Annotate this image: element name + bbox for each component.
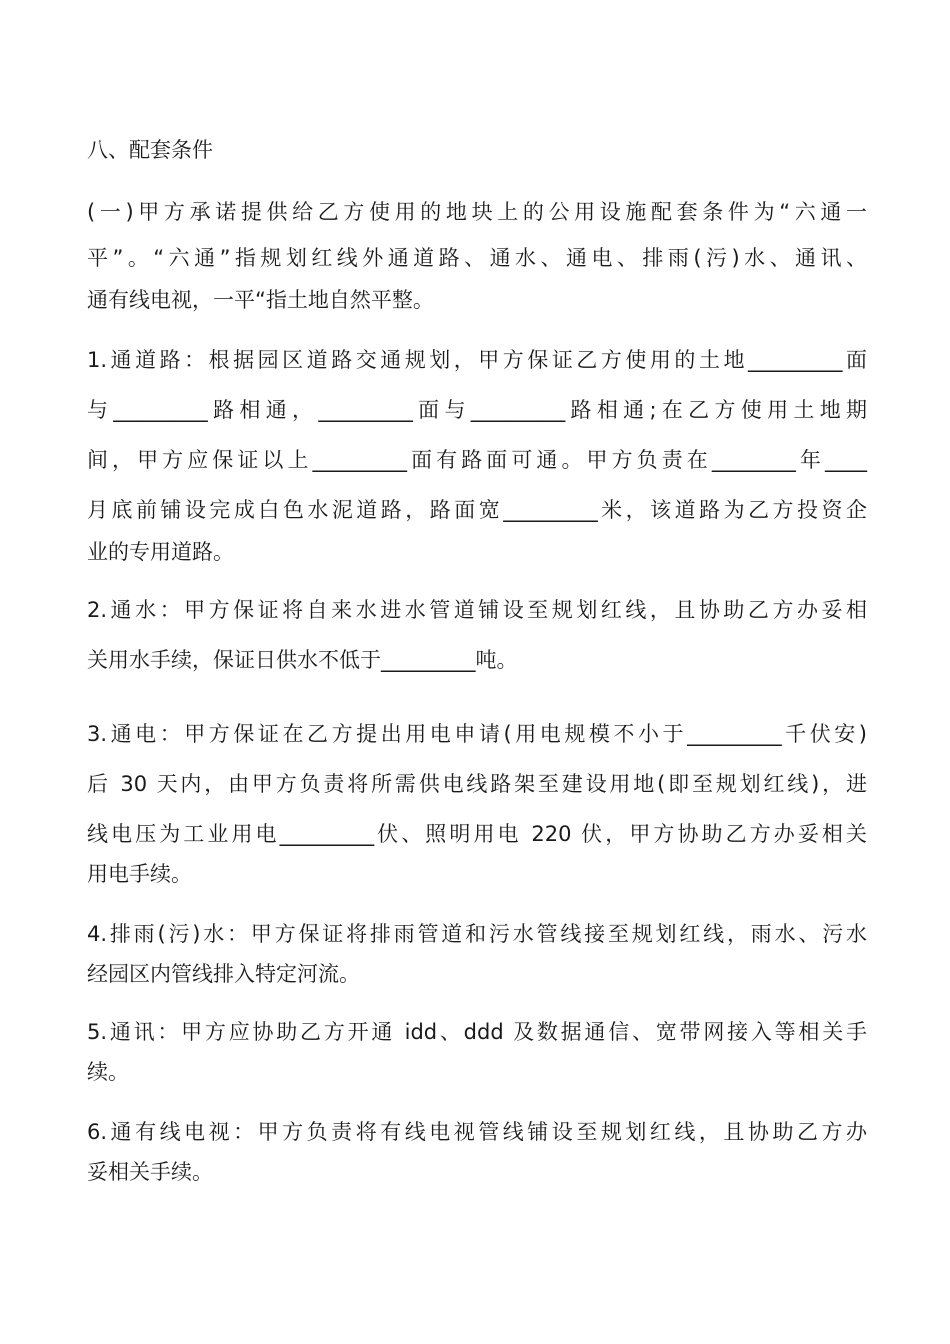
paragraph-line: 线电压为工业用电_________伏、照明用电 220 伏，甲方协助乙方办妥相关 (87, 822, 867, 846)
paragraph-line: 与_________路相通，_________面与_________路相通;在乙方使用土地期 (87, 398, 867, 422)
paragraph-line: 后 30 天内，由甲方负责将所需供电线路架至建设用地(即至规划红线)，进 (87, 772, 867, 796)
paragraph-line: 业的专用道路。 (87, 540, 234, 564)
paragraph-line: 3.通电：甲方保证在乙方提出用电申请(用电规模不小于_________千伏安) (87, 722, 867, 746)
paragraph-line: 平”。“六通”指规划红线外通道路、通水、通电、排雨(污)水、通讯、 (87, 246, 867, 270)
paragraph-line: 4.排雨(污)水：甲方保证将排雨管道和污水管线接至规划红线，雨水、污水 (87, 922, 867, 946)
paragraph-line: 2.通水：甲方保证将自来水进水管道铺设至规划红线，且协助乙方办妥相 (87, 598, 867, 622)
paragraph-line: 间，甲方应保证以上_________面有路面可通。甲方负责在________年____ (87, 448, 867, 472)
paragraph-line: 经园区内管线排入特定河流。 (87, 962, 360, 986)
paragraph-line: 续。 (87, 1060, 129, 1084)
paragraph-line: 5.通讯：甲方应协助乙方开通 idd、ddd 及数据通信、宽带网接入等相关手 (87, 1020, 867, 1044)
paragraph-line: 关用水手续，保证日供水不低于_________吨。 (87, 648, 518, 672)
section-heading: 八、配套条件 (87, 138, 213, 162)
paragraph-line: 用电手续。 (87, 862, 192, 886)
paragraph-line: 通有线电视，一平“指土地自然平整。 (87, 288, 434, 312)
paragraph-line: 月底前铺设完成白色水泥道路，路面宽_________米，该道路为乙方投资企 (87, 498, 867, 522)
paragraph-line: 1.通道路：根据园区道路交通规划，甲方保证乙方使用的土地_________面 (87, 348, 867, 372)
paragraph-line: 妥相关手续。 (87, 1160, 213, 1184)
paragraph-line: 6.通有线电视：甲方负责将有线电视管线铺设至规划红线，且协助乙方办 (87, 1120, 867, 1144)
paragraph-line: (一)甲方承诺提供给乙方使用的地块上的公用设施配套条件为“六通一 (87, 200, 867, 224)
